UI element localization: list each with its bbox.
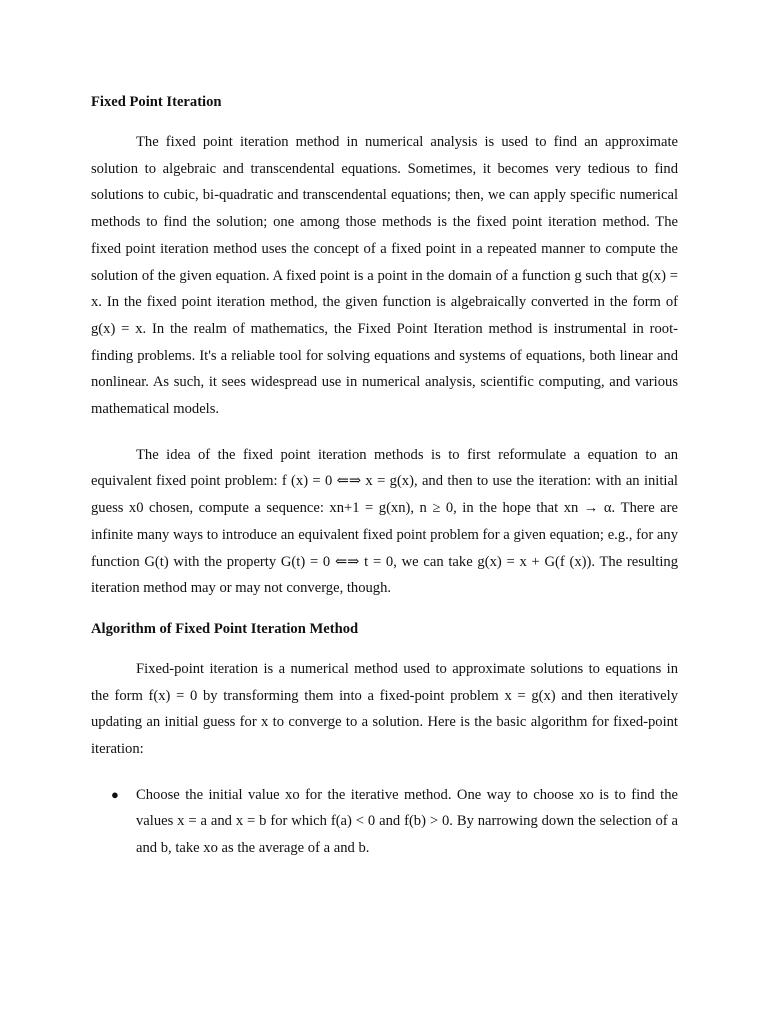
list-item-text: Choose the initial value xo for the iterative method. One way to choose xo is to find the values x = a and x = b for which f(a) < 0 and f(b) > 0. By narrowing down the selection of a and b, take xo as the average of a and b. bbox=[136, 786, 678, 857]
document-title: Fixed Point Iteration bbox=[91, 94, 222, 110]
section-intro: Fixed-point iteration is a numerical method used to approximate solutions to equations in the form f(x) = 0 by transforming them into a fixed-point problem x = g(x) and then iteratively updating an initial guess for x to converge to a solution. Here is the basic algorithm for fixed-point iteration: bbox=[91, 660, 678, 758]
document-page bbox=[91, 92, 678, 862]
list-item bbox=[91, 782, 678, 862]
section-heading: Algorithm of Fixed Point Iteration Method bbox=[91, 620, 359, 637]
paragraph-intro: The fixed point iteration method in numerical analysis is used to find an approximate solution to algebraic and transcendental equations. Sometimes, it becomes very tedious to find solutions to cubic, bi-quadratic and transcendental equations; then, we can apply specific numerical methods to find the solution; one among those methods is the fixed point iteration method. The fixed point iteration method uses the concept of a fixed point in a repeated manner to compute the solution of the given equation. A fixed point is a point in the domain of a function g such that g(x) = x. In the fixed point iteration method, the given function is algebraically converted in the form of g(x) = x. In the realm of mathematics, the Fixed Point Iteration method is instrumental in root-finding problems. It's a reliable tool for solving equations and systems of equations, both linear and nonlinear. As such, it sees widespread use in numerical analysis, scientific computing, and various mathematical models. bbox=[91, 134, 678, 418]
bullet-icon: ● bbox=[111, 786, 119, 802]
paragraph-idea: The idea of the fixed point iteration methods is to first reformulate a equation to an equivalent fixed point problem: f (x) = 0 ⇐⇒ x = g(x), and then to use the iteration: with an initial guess x0 chosen, compute a sequence: xn+1 = g(xn), n ≥ 0, in the hope that xn → α. There are infinite many ways to introduce an equivalent fixed point problem for a given equation; e.g., for any function G(t) with the property G(t) = 0 ⇐⇒ t = 0, we can take g(x) = x + G(f (x)). The resulting iteration method may or may not converge, though. bbox=[91, 446, 678, 597]
algorithm-list bbox=[91, 782, 678, 862]
